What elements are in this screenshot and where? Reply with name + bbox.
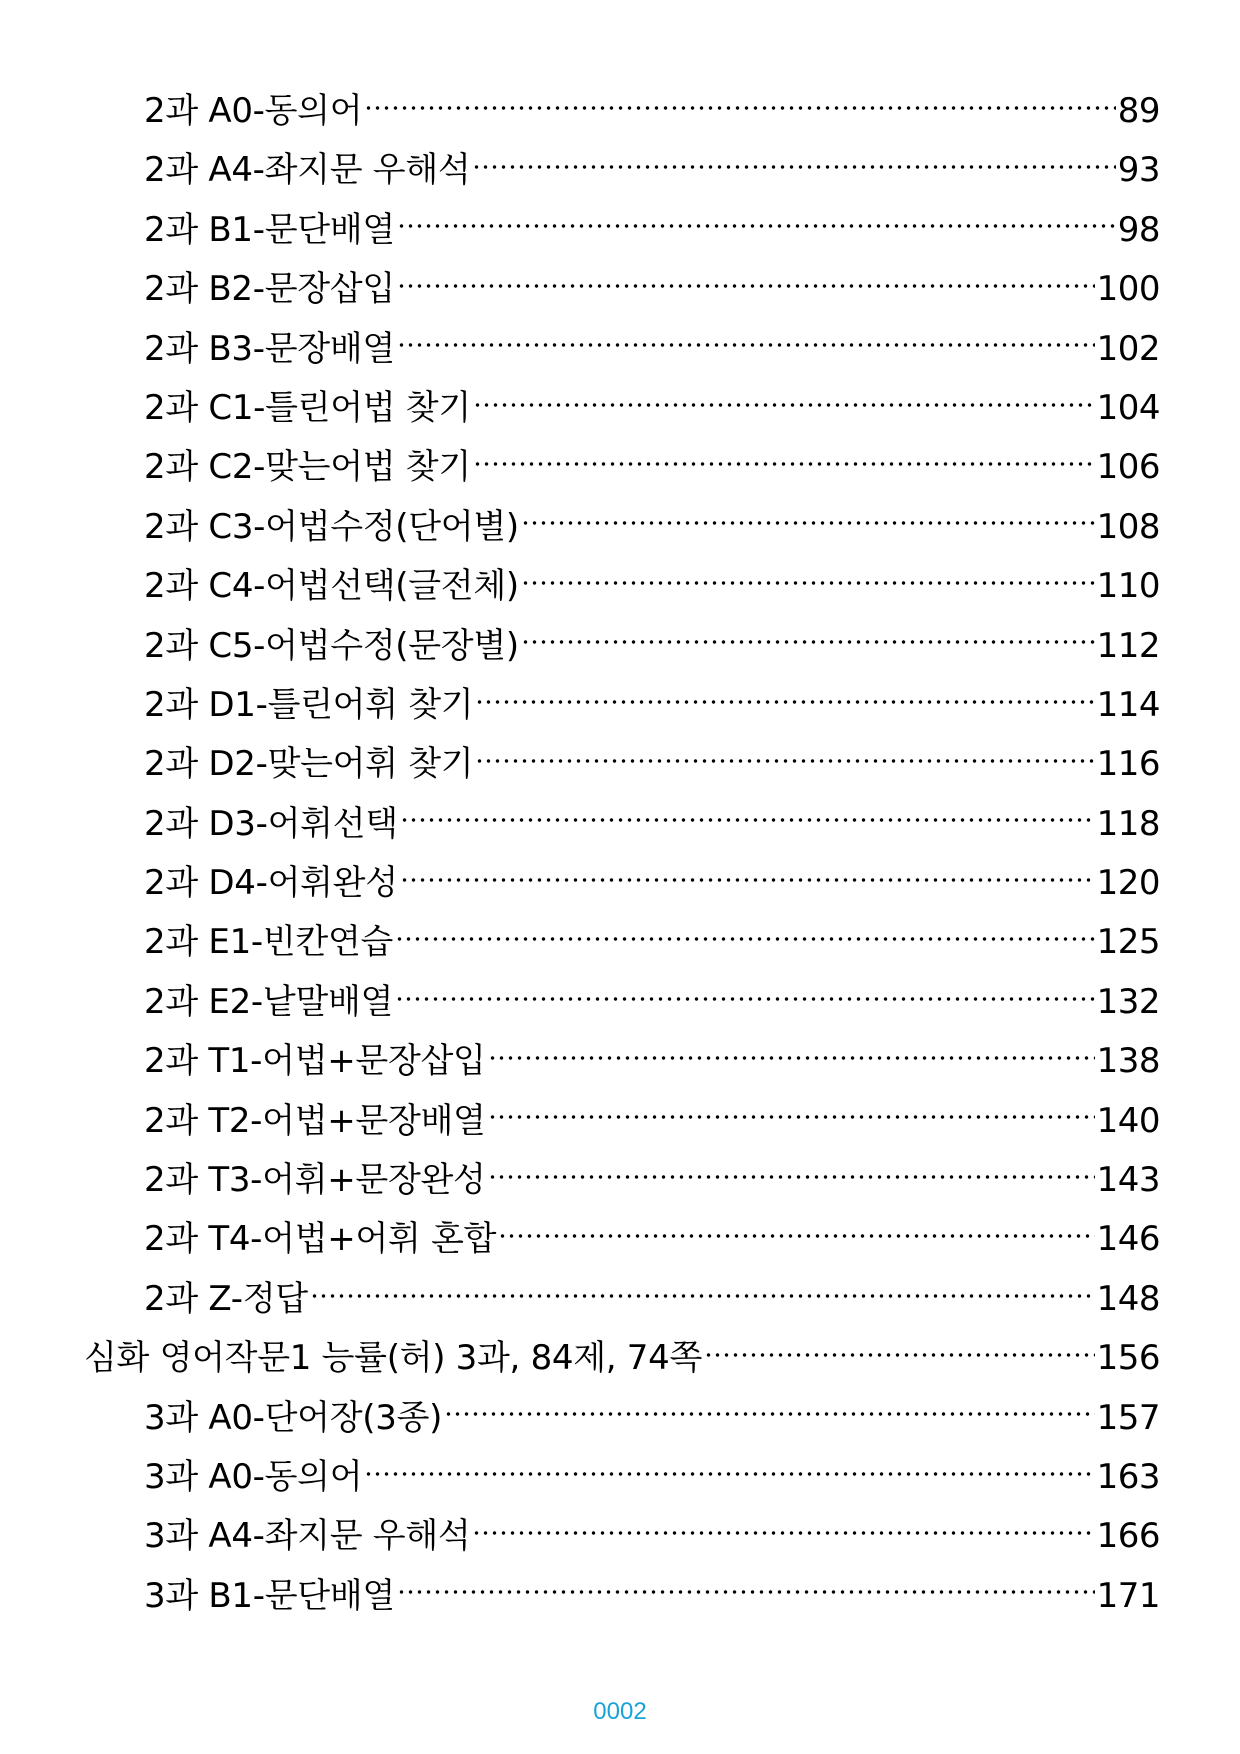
toc-entry-page-number: 104 — [1096, 387, 1160, 428]
toc-entry-title: 2과 B3-문장배열 — [144, 328, 395, 369]
toc-entry-page-number: 157 — [1096, 1397, 1160, 1438]
dot-leader — [397, 1590, 1095, 1594]
dot-leader — [400, 878, 1095, 882]
toc-entry-page-number: 89 — [1117, 91, 1160, 131]
dot-leader — [397, 343, 1095, 347]
toc-entry-title: 2과 D3-어휘선택 — [144, 803, 398, 844]
toc-entry-title: 3과 B1-문단배열 — [144, 1575, 395, 1616]
dot-leader — [521, 581, 1095, 585]
toc-entry-title: 2과 B2-문장삽입 — [144, 269, 395, 310]
toc-entry-page-number: 102 — [1096, 328, 1160, 369]
toc-entry-title: 2과 C5-어법수정(문장별) — [144, 625, 519, 666]
toc-entry-page-number: 110 — [1096, 566, 1160, 607]
toc-entry-title: 2과 T2-어법+문장배열 — [144, 1100, 486, 1141]
dot-leader — [472, 165, 1115, 169]
toc-entry-title: 2과 D4-어휘완성 — [144, 863, 398, 904]
dot-leader — [475, 700, 1094, 704]
toc-entry-title: 2과 C2-맞는어법 찾기 — [144, 447, 471, 488]
toc-entry[interactable] — [0, 260, 1240, 319]
toc-entry[interactable] — [0, 141, 1240, 200]
toc-entry-page-number: 163 — [1096, 1456, 1160, 1497]
toc-entry-page-number: 106 — [1096, 447, 1160, 488]
dot-leader — [444, 1412, 1095, 1416]
toc-entry-title: 2과 E1-빈칸연습 — [144, 922, 394, 963]
dot-leader — [488, 1175, 1095, 1179]
dot-leader — [488, 1056, 1095, 1060]
toc-entry-title: 2과 B1-문단배열 — [144, 209, 395, 250]
dot-leader — [400, 818, 1095, 822]
table-of-contents — [0, 82, 1240, 1626]
toc-entry-title: 2과 E2-낱말배열 — [144, 981, 394, 1022]
toc-entry-page-number: 146 — [1096, 1219, 1160, 1260]
toc-entry[interactable] — [0, 1507, 1240, 1566]
toc-entry-title: 2과 A0-동의어 — [144, 91, 363, 131]
toc-entry-title: 2과 T1-어법+문장삽입 — [144, 1041, 486, 1082]
toc-entry-page-number: 120 — [1096, 863, 1160, 904]
toc-entry-page-number: 156 — [1096, 1338, 1160, 1379]
dot-leader — [498, 1234, 1094, 1238]
toc-entry-title: 2과 D2-맞는어휘 찾기 — [144, 744, 474, 785]
toc-entry-page-number: 108 — [1096, 506, 1160, 547]
toc-entry[interactable] — [0, 1032, 1240, 1091]
toc-entry-page-number: 166 — [1096, 1516, 1160, 1557]
toc-entry-page-number: 93 — [1117, 150, 1160, 191]
toc-entry-title: 2과 Z-정답 — [144, 1278, 308, 1319]
toc-entry-page-number: 100 — [1096, 269, 1160, 310]
dot-leader — [395, 997, 1095, 1001]
dot-leader — [364, 1472, 1094, 1476]
toc-entry-title: 심화 영어작문1 능률(허) 3과, 84제, 74쪽 — [84, 1338, 703, 1379]
toc-entry[interactable] — [0, 1151, 1240, 1210]
toc-entry-page-number: 112 — [1096, 625, 1160, 666]
dot-leader — [397, 224, 1116, 228]
toc-entry[interactable] — [0, 676, 1240, 735]
toc-entry[interactable] — [0, 854, 1240, 913]
toc-entry-title: 2과 C3-어법수정(단어별) — [144, 506, 519, 547]
toc-entry-page-number: 116 — [1096, 744, 1160, 785]
toc-entry[interactable] — [0, 795, 1240, 854]
dot-leader — [397, 284, 1095, 288]
toc-entry[interactable] — [0, 913, 1240, 972]
dot-leader — [364, 106, 1115, 110]
toc-entry-title: 2과 T3-어휘+문장완성 — [144, 1160, 486, 1201]
toc-entry-page-number: 138 — [1096, 1041, 1160, 1082]
dot-leader — [472, 1531, 1094, 1535]
toc-entry[interactable] — [0, 973, 1240, 1032]
toc-entry[interactable] — [0, 557, 1240, 616]
dot-leader — [395, 937, 1095, 941]
toc-entry[interactable] — [0, 1270, 1240, 1329]
toc-entry-page-number: 114 — [1096, 684, 1160, 725]
toc-entry-page-number: 125 — [1096, 922, 1160, 963]
toc-entry[interactable] — [0, 1448, 1240, 1507]
toc-entry[interactable] — [0, 201, 1240, 260]
toc-entry[interactable] — [0, 735, 1240, 794]
toc-entry-title: 2과 A4-좌지문 우해석 — [144, 150, 471, 191]
dot-leader — [521, 521, 1095, 525]
toc-entry-page-number: 118 — [1096, 803, 1160, 844]
toc-entry[interactable] — [0, 498, 1240, 557]
toc-entry-page-number: 148 — [1096, 1278, 1160, 1319]
toc-entry[interactable] — [0, 617, 1240, 676]
toc-section-entry[interactable] — [0, 1329, 1240, 1388]
dot-leader — [488, 1115, 1095, 1119]
footer-page-number: 0002 — [593, 1698, 647, 1725]
dot-leader — [473, 403, 1095, 407]
dot-leader — [310, 1294, 1095, 1298]
toc-entry[interactable] — [0, 320, 1240, 379]
toc-entry-title: 2과 D1-틀린어휘 찾기 — [144, 684, 474, 725]
dot-leader — [475, 759, 1094, 763]
toc-entry-page-number: 140 — [1096, 1100, 1160, 1141]
toc-entry[interactable] — [0, 1389, 1240, 1448]
toc-entry-page-number: 132 — [1096, 981, 1160, 1022]
dot-leader — [704, 1353, 1095, 1357]
toc-entry-title: 2과 C1-틀린어법 찾기 — [144, 387, 471, 428]
toc-entry[interactable] — [0, 438, 1240, 497]
toc-entry-title: 2과 T4-어법+어휘 혼합 — [144, 1219, 497, 1260]
dot-leader — [521, 640, 1095, 644]
toc-entry-title: 3과 A0-동의어 — [144, 1456, 363, 1497]
toc-entry-page-number: 98 — [1117, 209, 1160, 250]
toc-entry-title: 3과 A0-단어장(3종) — [144, 1397, 443, 1438]
dot-leader — [473, 462, 1095, 466]
toc-entry[interactable] — [0, 1092, 1240, 1151]
toc-entry-title: 2과 C4-어법선택(글전체) — [144, 566, 519, 607]
toc-entry-page-number: 171 — [1096, 1575, 1160, 1616]
toc-entry-title: 3과 A4-좌지문 우해석 — [144, 1516, 471, 1557]
toc-entry[interactable] — [0, 1210, 1240, 1269]
toc-entry-page-number: 143 — [1096, 1160, 1160, 1201]
toc-entry[interactable] — [0, 82, 1240, 141]
toc-entry[interactable] — [0, 1567, 1240, 1626]
toc-entry[interactable] — [0, 379, 1240, 438]
